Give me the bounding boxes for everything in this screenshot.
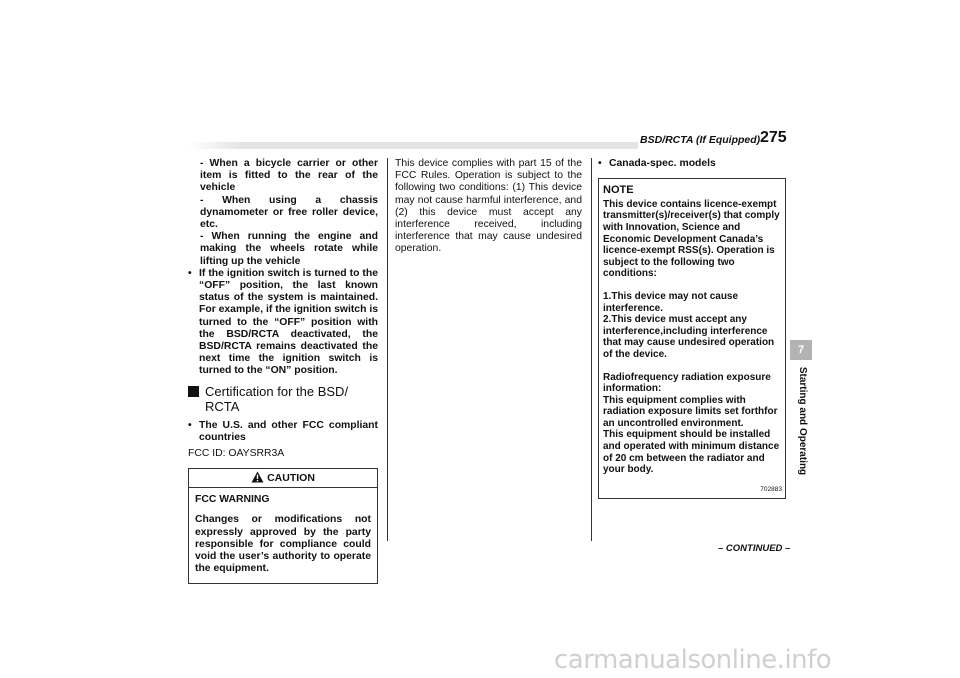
column-divider-2: [591, 158, 592, 541]
bullet-icon: •: [598, 158, 602, 169]
middle-column: [395, 158, 582, 256]
bullet-us-text: The U.S. and other FCC compliant countries: [199, 419, 378, 443]
warning-triangle-icon: [251, 471, 264, 483]
continued-label: – CONTINUED –: [718, 543, 791, 554]
header-bar: [188, 142, 638, 149]
caution-box: [188, 468, 378, 584]
note-image-code: 702883: [760, 485, 782, 493]
list-item: - When a bicycle carrier or other item is fitted to the rear of the vehicle: [200, 158, 378, 194]
list-item: - When running the engine and making the wheels rotate while lifting up the vehicle: [200, 231, 378, 267]
note-title: NOTE: [603, 184, 634, 197]
caution-label: CAUTION: [267, 472, 315, 485]
note-paragraph: This equipment should be installed and operated with minimum distance of 20 cm between the radiator and your body.: [603, 429, 780, 476]
bullet-ignition: [188, 268, 378, 378]
note-box: [598, 178, 786, 499]
chapter-label: Starting and Operating: [797, 366, 808, 476]
caution-title: FCC WARNING: [195, 494, 270, 506]
note-paragraph: This equipment complies with radiation exposure limits set forthfor an uncontrolled environment.: [603, 394, 778, 429]
note-paragraph: This device contains licence-exempt transmitter(s)/receiver(s) that comply with Innovation, Science and Economic Development Canada’s licence-exempt RSS(s). Operation is subject to the following two conditions:: [603, 198, 780, 280]
caution-header: [189, 469, 377, 488]
right-column: [598, 158, 786, 499]
note-paragraph: Radiofrequency radiation exposure information:: [603, 371, 771, 395]
column-divider-1: [387, 158, 388, 541]
fcc-compliance-text: This device complies with part 15 of the FCC Rules. Operation is subject to the following two conditions: (1) This device may not cause harmful interference, and (2) this device must accept any interference received, including interference that may cause undesired operation.: [395, 158, 582, 255]
list-item: - When using a chassis dynamometer or free roller device, etc.: [200, 194, 378, 231]
page-number: 275: [760, 129, 787, 146]
bullet-ignition-text: If the ignition switch is turned to the “OFF” position, the last known status of the system is maintained. For example, if the ignition switch is turned to the “OFF” position with the BSD/RCTA deactivated, the BSD/RCTA remains deactivated the next time the ignition switch is turned to the “ON” position.: [199, 267, 378, 377]
caution-text: Changes or modifications not expressly approved by the party responsible for compliance could void the user’s authority to operate the equipment.: [195, 514, 371, 575]
chapter-tab: 7: [790, 340, 812, 360]
bullet-icon: •: [188, 267, 192, 279]
note-paragraph: 2.This device must accept any interference,including interference that may cause undesired operation of the device.: [603, 314, 775, 360]
square-bullet-icon: [188, 386, 199, 397]
caution-body: [189, 488, 377, 583]
bullet-icon: •: [188, 419, 192, 431]
fcc-id: FCC ID: OAYSRR3A: [188, 448, 285, 460]
bullet-canada: [598, 158, 786, 170]
watermark: carmanualsonline.info: [554, 645, 832, 675]
page-header-title: BSD/RCTA (If Equipped): [640, 134, 761, 146]
note-paragraph: 1.This device may not cause interference.: [603, 290, 739, 314]
section-heading: [188, 384, 378, 414]
bullet-us: [188, 420, 378, 444]
bullet-canada-text: Canada-spec. models: [609, 158, 716, 169]
section-heading-text: Certification for the BSD/ RCTA: [205, 383, 349, 414]
left-column: [188, 158, 378, 584]
